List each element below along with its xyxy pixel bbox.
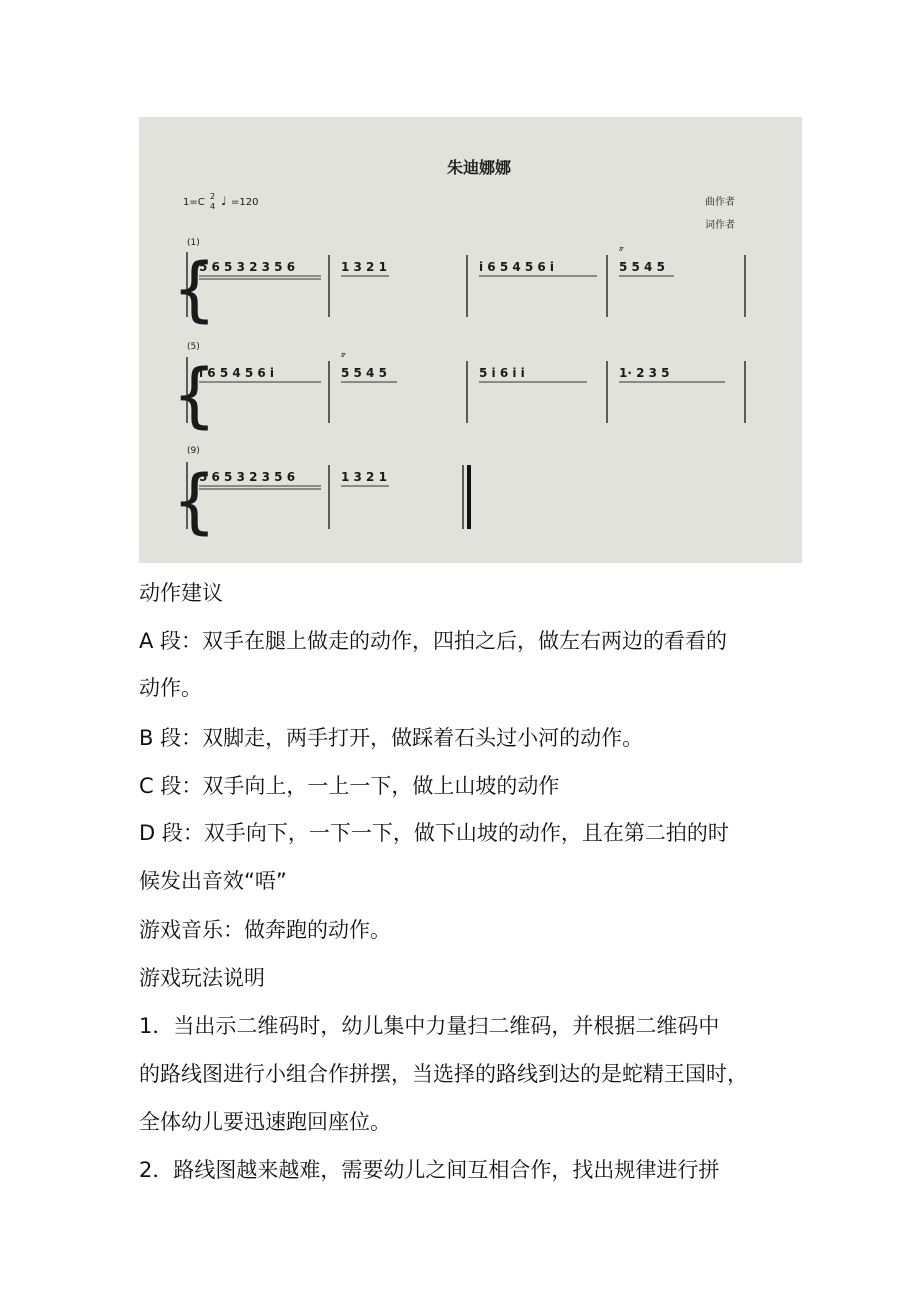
measure: i 6 5 4 5 6 i [199, 366, 275, 380]
staff-system-2 [172, 342, 745, 436]
trill-icon: 𝆖 [341, 350, 347, 360]
game-music: 游戏音乐：做奔跑的动作。 [139, 918, 391, 942]
measure: i 6 5 4 5 6 i [479, 260, 555, 274]
section-a-line2: 动作。 [139, 676, 202, 700]
note-icon: ♩ [221, 194, 227, 208]
score-time-num: 2 [210, 192, 216, 201]
sheet-music-photo [139, 117, 802, 563]
score-tempo: =120 [231, 197, 259, 208]
system-number: (1) [187, 238, 200, 248]
system-number: (5) [187, 342, 200, 352]
rule-2-line1: 2．路线图越来越难，需要幼儿之间互相合作，找出规律进行拼 [139, 1158, 720, 1182]
rule-1-line2: 的路线图进行小组合作拼摆，当选择的路线到达的是蛇精王国时， [139, 1062, 748, 1086]
measure: 5 6 5 3 2 3 5 6 [199, 260, 296, 274]
section-a-line1: A 段：双手在腿上做走的动作，四拍之后，做左右两边的看看的 [139, 629, 728, 653]
brace-icon: { [172, 460, 217, 542]
measure: 5 5 4 5 [341, 366, 387, 380]
score-key: 1=C [183, 197, 205, 208]
rule-1-line1: 1．当出示二维码时，幼儿集中力量扫二维码，并根据二维码中 [139, 1014, 720, 1038]
staff-system-1 [172, 238, 745, 330]
section-d-line1: D 段：双手向下，一下一下，做下山坡的动作，且在第二拍的时 [139, 821, 729, 845]
measure: 1· 2 3 5 [619, 366, 670, 380]
rule-1-line3: 全体幼儿要迅速跑回座位。 [139, 1110, 391, 1134]
brace-icon: { [172, 248, 217, 330]
lyricist-label: 词作者 [705, 220, 735, 231]
composer-label: 曲作者 [705, 197, 735, 208]
score-time-den: 4 [210, 202, 216, 211]
brace-icon: { [172, 354, 217, 436]
measure: 5 i 6 i i [479, 366, 525, 380]
score-title: 朱迪娜娜 [446, 158, 512, 177]
trill-icon: 𝆖 [619, 244, 625, 254]
heading-action-suggestion: 动作建议 [139, 581, 223, 605]
measure: 1 3 2 1 [341, 260, 387, 274]
measure: 5 5 4 5 [619, 260, 665, 274]
section-d-line2: 候发出音效“唔” [139, 869, 287, 893]
heading-game-rules: 游戏玩法说明 [139, 966, 265, 990]
section-c: C 段：双手向上，一上一下，做上山坡的动作 [139, 774, 560, 798]
section-b: B 段：双脚走，两手打开，做踩着石头过小河的动作。 [139, 726, 644, 750]
measure: 1 3 2 1 [341, 470, 387, 484]
staff-system-3 [172, 446, 469, 542]
measure: 5 6 5 3 2 3 5 6 [199, 470, 296, 484]
system-number: (9) [187, 446, 200, 456]
